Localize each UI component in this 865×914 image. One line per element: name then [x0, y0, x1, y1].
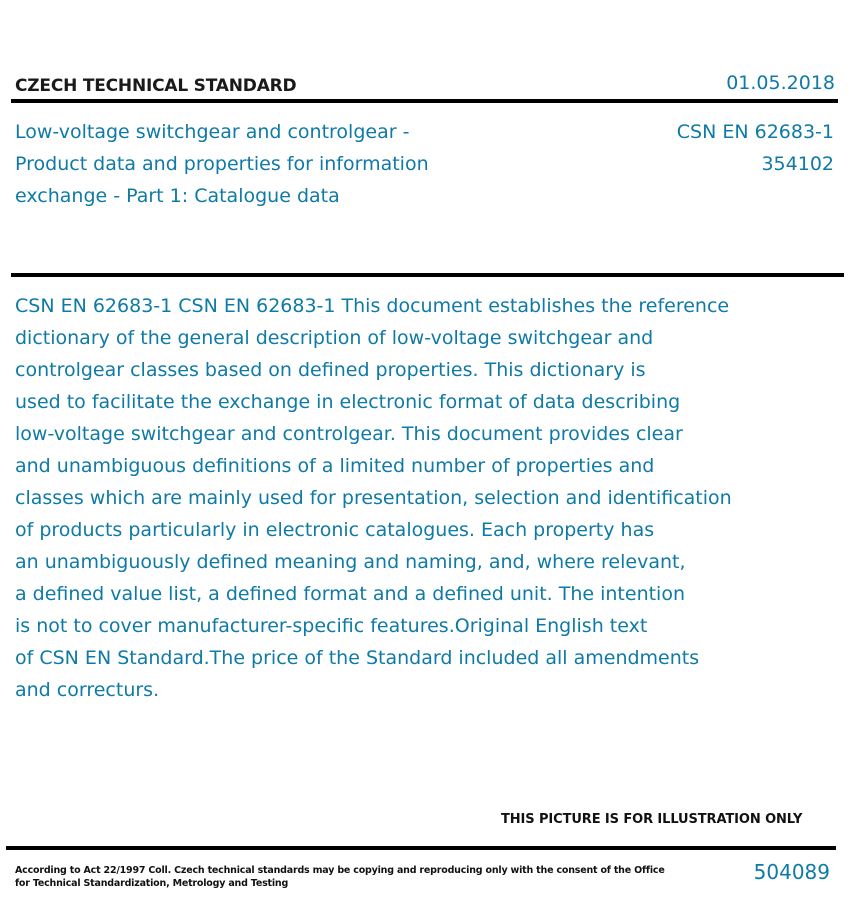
document-header-title: CZECH TECHNICAL STANDARD — [15, 76, 297, 96]
standard-description — [15, 290, 760, 706]
catalog-number: 504089 — [753, 860, 830, 884]
title-divider — [11, 273, 844, 277]
illustration-note: THIS PICTURE IS FOR ILLUSTRATION ONLY — [501, 812, 803, 827]
standard-title-line: Low-voltage switchgear and controlgear - — [15, 121, 410, 143]
description-line: dictionary of the general description of low-voltage switchgear and — [15, 327, 654, 349]
legal-notice-line: According to Act 22/1997 Coll. Czech technical standards may be copying and reproducing only with the consent of the Office — [15, 865, 665, 876]
legal-notice — [15, 864, 665, 890]
description-line: classes which are mainly used for presentation, selection and identification — [15, 487, 732, 509]
standard-title-line: exchange - Part 1: Catalogue data — [15, 185, 340, 207]
footer-divider — [6, 846, 836, 850]
description-line: and unambiguous definitions of a limited number of properties and — [15, 455, 655, 477]
description-line: and correcturs. — [15, 679, 160, 701]
description-line: of CSN EN Standard.The price of the Standard included all amendments — [15, 647, 700, 669]
description-line: an unambiguously defined meaning and naming, and, where relevant, — [15, 551, 686, 573]
header-divider — [11, 99, 838, 103]
description-line: controlgear classes based on defined properties. This dictionary is — [15, 359, 646, 381]
standard-title — [15, 116, 455, 212]
publication-date: 01.05.2018 — [726, 72, 835, 94]
legal-notice-line: for Technical Standardization, Metrology and Testing — [15, 878, 289, 889]
description-line: used to facilitate the exchange in electronic format of data describing — [15, 391, 681, 413]
standard-code: CSN EN 62683-1 — [676, 121, 834, 143]
standard-identifiers — [677, 116, 834, 180]
description-line: low-voltage switchgear and controlgear. This document provides clear — [15, 423, 683, 445]
description-line: is not to cover manufacturer-specific features.Original English text — [15, 615, 648, 637]
description-line: a defined value list, a defined format and a defined unit. The intention — [15, 583, 686, 605]
description-line: of products particularly in electronic catalogues. Each property has — [15, 519, 655, 541]
standard-title-line: Product data and properties for information — [15, 153, 429, 175]
description-line: CSN EN 62683-1 CSN EN 62683-1 This document establishes the reference — [15, 295, 730, 317]
classification-number: 354102 — [761, 153, 834, 175]
